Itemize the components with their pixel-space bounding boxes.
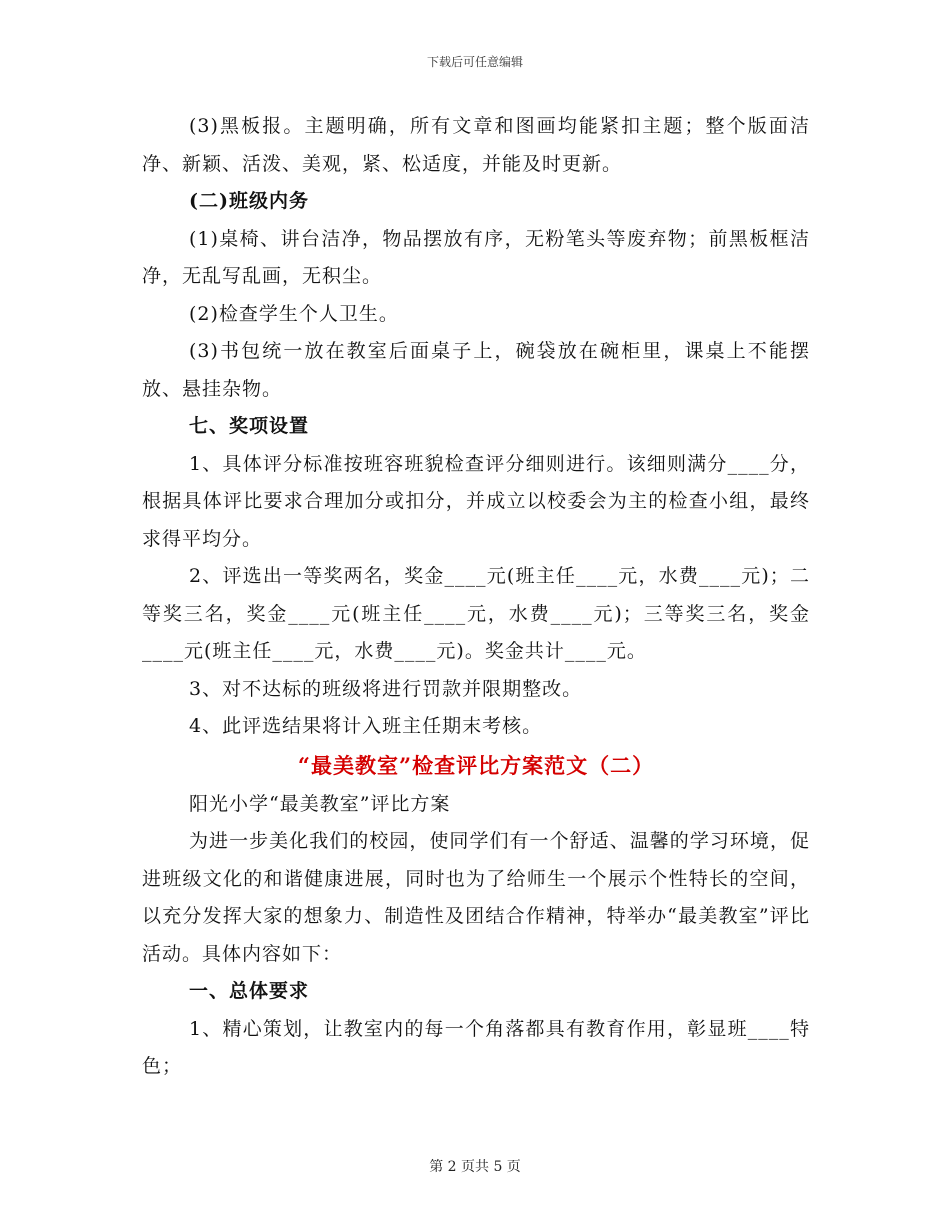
paragraph-scoring: 1、具体评分标准按班容班貌检查评分细则进行。该细则满分____分，根据具体评比要求合理加分或扣分，并成立以校委会为主的检查小组，最终求得平均分。 (142, 452, 810, 550)
document-body (142, 108, 810, 1086)
paragraph-desks: (1)桌椅、讲台洁净，物品摆放有序，无粉笔头等废弃物；前黑板框洁净，无乱写乱画，无积尘。 (142, 227, 810, 287)
section-heading-awards: 七、奖项设置 (189, 415, 310, 437)
paragraph-hygiene: (2)检查学生个人卫生。 (189, 302, 399, 325)
section-heading-class-affairs: (二)班级内务 (189, 190, 309, 212)
paragraph-assessment: 4、此评选结果将计入班主任期末考核。 (189, 715, 543, 737)
paragraph-schoolbags: (3)书包统一放在教室后面桌子上，碗袋放在碗柜里，课桌上不能摆放、悬挂杂物。 (142, 340, 810, 400)
page-footer: 第 2 页共 5 页 (429, 1159, 521, 1175)
paragraph-prizes: 2、评选出一等奖两名，奖金____元(班主任____元，水费____元)；二等奖三名，奖金____元(班主任____元，水费____元)；三等奖三名，奖金____元(班主任____元，水费____元)。奖金共计____元。 (142, 565, 810, 662)
page-header: 下载后可任意编辑 (426, 55, 523, 69)
paragraph-blackboard: (3)黑板报。主题明确，所有文章和图画均能紧扣主题；整个版面洁净、新颖、活泼、美观，紧、松适度，并能及时更新。 (142, 115, 810, 175)
paragraph-penalty: 3、对不达标的班级将进行罚款并限期整改。 (189, 677, 583, 700)
section-heading-requirements: 一、总体要求 (189, 980, 310, 1002)
paragraph-intro: 为进一步美化我们的校园，使同学们有一个舒适、温馨的学习环境，促进班级文化的和谐健康进展，同时也为了给师生一个展示个性特长的空间，以充分发挥大家的想象力、制造性及团结合作精神，特举办“最美教室”评比活动。具体内容如下： (142, 830, 810, 965)
paragraph-plan-name: 阳光小学“最美教室”评比方案 (189, 792, 451, 815)
paragraph-planning: 1、精心策划，让教室内的每一个角落都具有教育作用，彰显班____特色； (142, 1017, 810, 1077)
section-title: “最美教室”检查评比方案范文（二） (297, 752, 655, 778)
